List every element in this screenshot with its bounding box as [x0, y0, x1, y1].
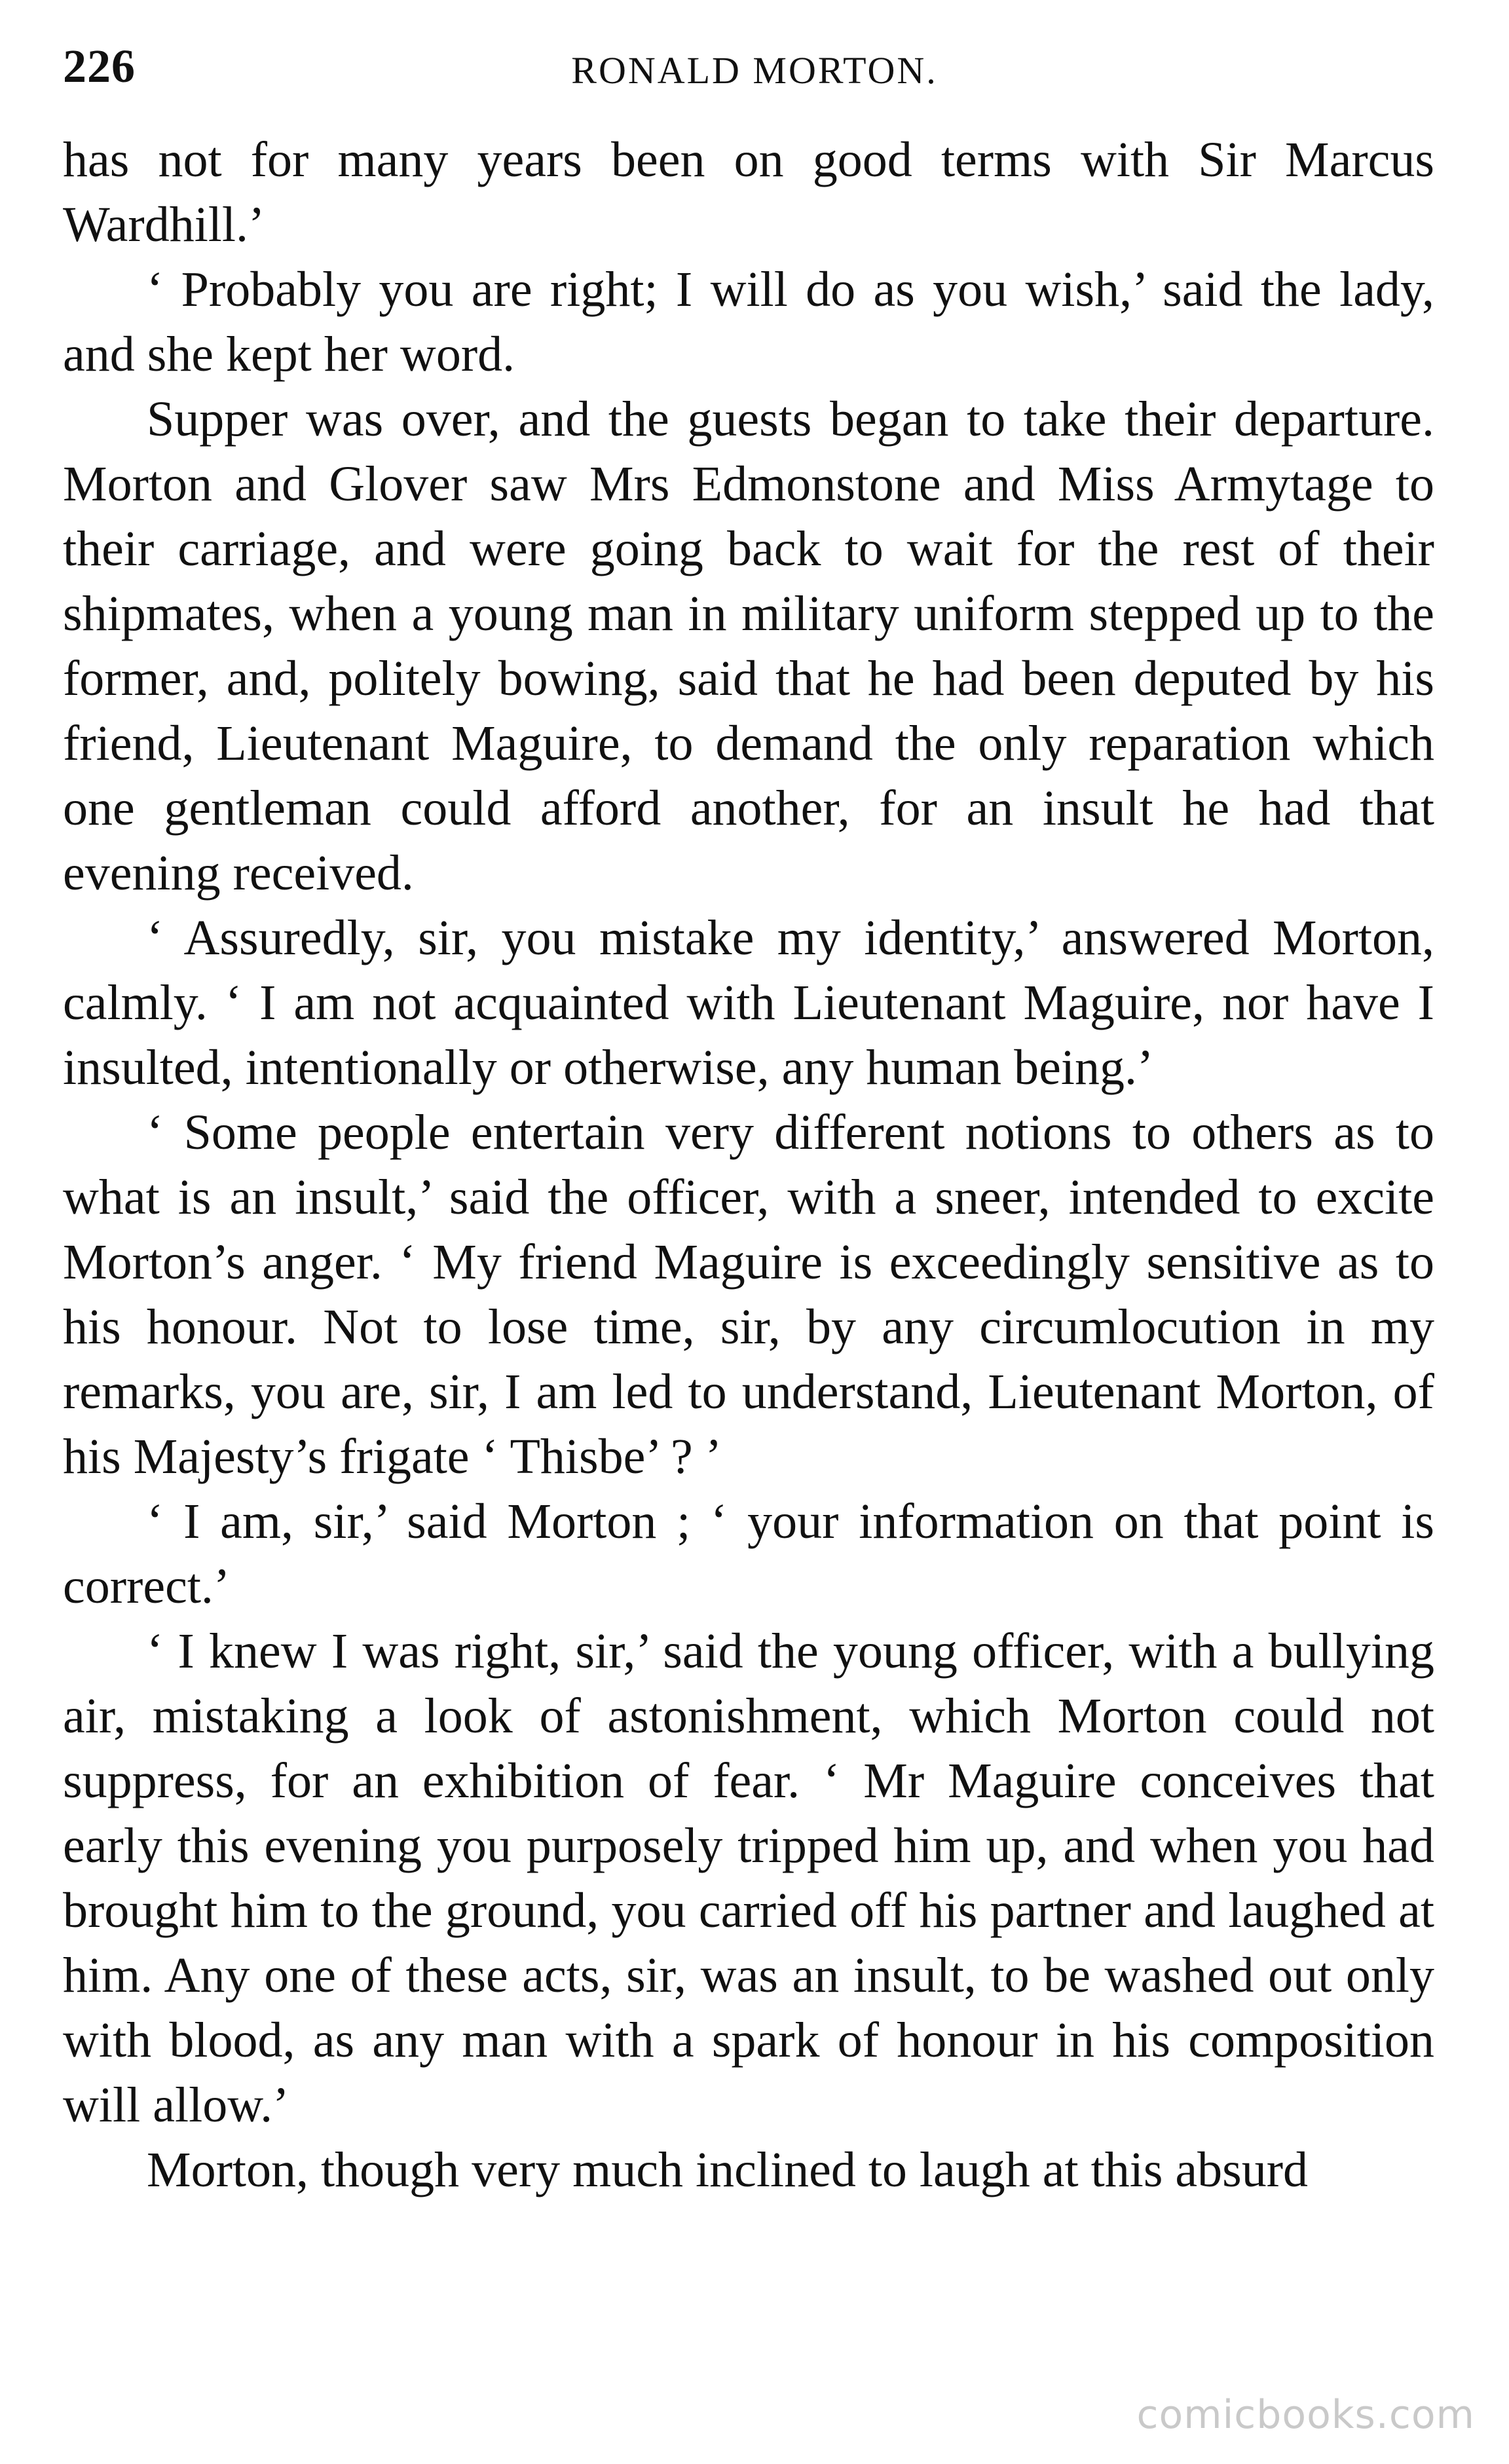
paragraph-continued: has not for many years been on good terms with Sir Marcus Wardhill.’	[63, 132, 1434, 252]
body-text	[63, 128, 1434, 2203]
page-number: 226	[63, 40, 136, 92]
paragraph: Supper was over, and the guests began to take their departure. Morton and Glover saw Mrs Edmonstone and Miss Armytage to their carriage, and were going back to wait for the rest of their shipmates, when a young man in military uniform stepped up to the former, and, politely bowing, said that he had been deputed by his friend, Lieutenant Maguire, to demand the only reparation which one gentleman could afford another, for an insult he had that evening received.	[63, 392, 1434, 901]
paragraph: ‘ I am, sir,’ said Morton ; ‘ your information on that point is correct.’	[63, 1494, 1434, 1614]
watermark: comicbooks.com	[1136, 2392, 1475, 2438]
paragraph: ‘ I knew I was right, sir,’ said the young officer, with a bullying air, mistaking a look of astonishment, which Morton could not suppress, for an exhibition of fear. ‘ Mr Maguire conceives that early this evening you purposely tripped him up, and when you had brought him to the ground, you carried off his partner and laughed at him. Any one of these acts, sir, was an insult, to be washed out only with blood, as any man with a spark of honour in his composition will allow.’	[63, 1624, 1434, 2133]
paragraph: ‘ Assuredly, sir, you mistake my identity,’ answered Morton, calmly. ‘ I am not acquainted with Lieutenant Maguire, nor have I insulted, intentionally or otherwise, any human being.’	[63, 910, 1434, 1095]
page-header	[63, 39, 1446, 111]
paragraph: ‘ Some people entertain very different notions to others as to what is an insult,’ said the officer, with a sneer, intended to excite Morton’s anger. ‘ My friend Maguire is exceedingly sensitive as to his honour. Not to lose time, sir, by any circumlocution in my remarks, you are, sir, I am led to understand, Lieutenant Morton, of his Majesty’s frigate ‘ Thisbe’ ? ’	[63, 1105, 1434, 1484]
running-title: RONALD MORTON.	[571, 49, 938, 92]
paragraph: Morton, though very much inclined to laugh at this absurd	[147, 2142, 1309, 2197]
paragraph: ‘ Probably you are right; I will do as you wish,’ said the lady, and she kept her word.	[63, 262, 1434, 382]
